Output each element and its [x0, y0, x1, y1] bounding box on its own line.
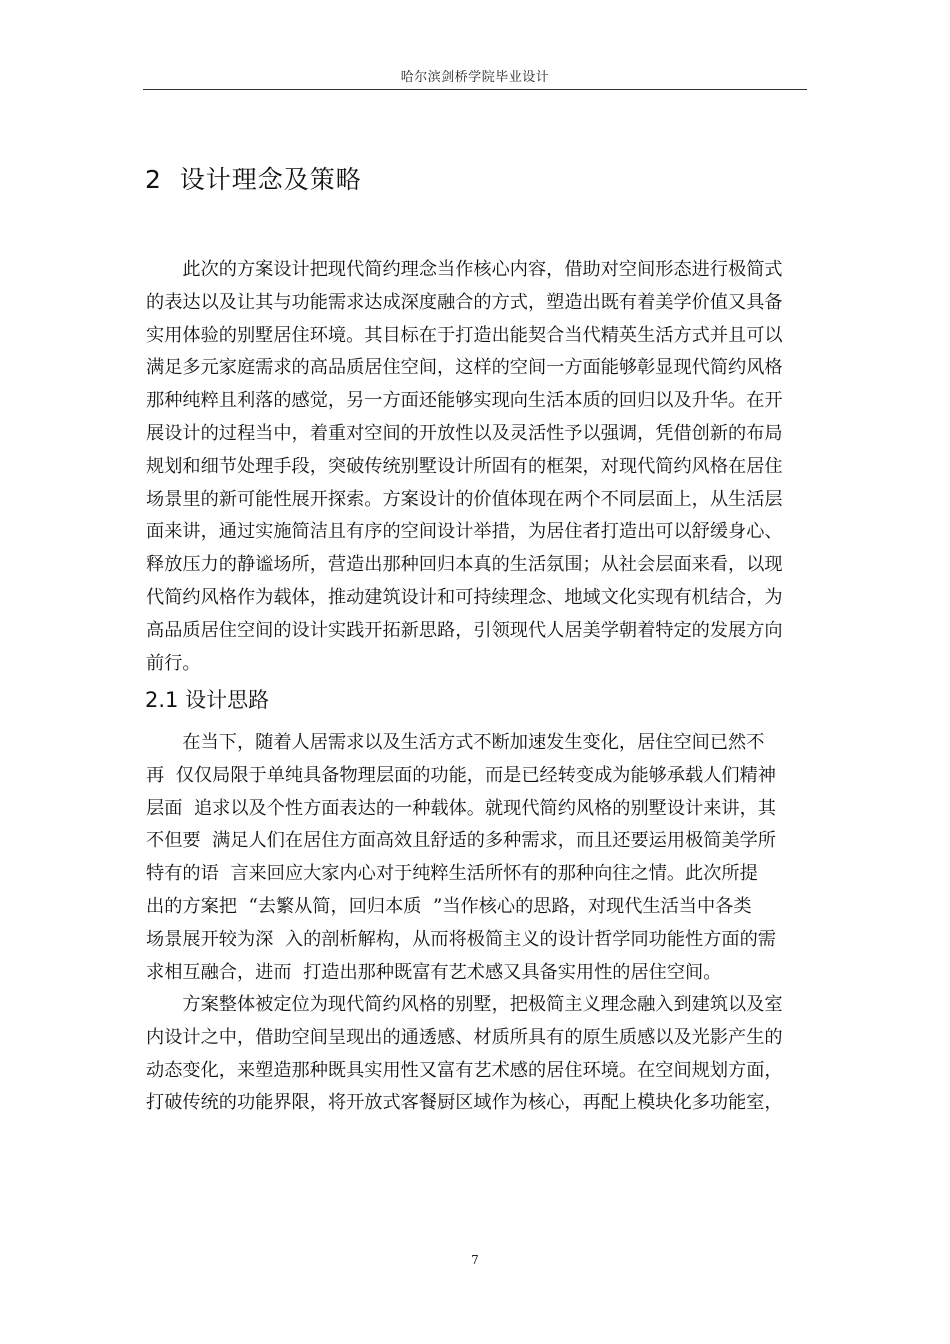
paragraph-line: 满足多元家庭需求的高品质居住空间，这样的空间一方面能够彰显现代简约风格	[146, 357, 783, 379]
paragraph-line: 在当下，随着人居需求以及生活方式不断加速发生变化，居住空间已然不	[146, 732, 765, 753]
paragraph-line: 不但要 满足人们在居住方面高效且舒适的多种需求，而且还要运用极简美学所	[146, 830, 776, 852]
paragraph-line: 打破传统的功能界限，将开放式客餐厨区域作为核心，再配上模块化多功能室，	[146, 1092, 783, 1114]
paragraph-line: 面来讲，通过实施简洁且有序的空间设计举措，为居住者打造出可以舒缓身心、	[146, 521, 783, 543]
paragraph-line: 特有的语 言来回应大家内心对于纯粹生活所怀有的那种向往之情。此次所提	[146, 863, 758, 885]
paragraph-line: 动态变化，来塑造那种既具实用性又富有艺术感的居住环境。在空间规划方面，	[146, 1059, 783, 1081]
chapter-title: 2 设计理念及策略	[145, 165, 362, 194]
paragraph-design-concept	[146, 254, 810, 680]
paragraph-line: 前行。	[146, 652, 201, 674]
paragraph-line: 场景里的新可能性展开探索。方案设计的价值体现在两个不同层面上，从生活层	[146, 488, 783, 510]
paragraph-positioning	[146, 989, 810, 1120]
paragraph-line: 高品质居住空间的设计实践开拓新思路，引领现代人居美学朝着特定的发展方向	[146, 619, 783, 641]
paragraph-line: 场景展开较为深 入的剖析解构，从而将极简主义的设计哲学同功能性方面的需	[146, 928, 776, 950]
paragraph-line: 此次的方案设计把现代简约理念当作核心内容，借助对空间形态进行极简式	[146, 259, 783, 280]
paragraph-line: 那种纯粹且利落的感觉，另一方面还能够实现向生活本质的回归以及升华。在开	[146, 390, 783, 412]
paragraph-line: 实用体验的别墅居住环境。其目标在于打造出能契合当代精英生活方式并且可以	[146, 324, 783, 346]
paragraph-line: 内设计之中，借助空间呈现出的通透感、材质所具有的原生质感以及光影产生的	[146, 1026, 783, 1048]
paragraph-line: 出的方案把 “去繁从简，回归本质 ”当作核心的思路，对现代生活当中各类	[146, 895, 752, 917]
paragraph-design-approach	[146, 727, 810, 989]
section-title: 2.1 设计思路	[145, 688, 270, 712]
paragraph-line: 层面 追求以及个性方面表达的一种载体。就现代简约风格的别墅设计来讲，其	[146, 797, 776, 819]
paragraph-line: 规划和细节处理手段，突破传统别墅设计所固有的框架，对现代简约风格在居住	[146, 455, 783, 477]
paragraph-line: 方案整体被定位为现代简约风格的别墅，把极简主义理念融入到建筑以及室	[146, 994, 783, 1015]
page-number: 7	[471, 1253, 479, 1267]
paragraph-line: 再 仅仅局限于单纯具备物理层面的功能，而是已经转变成为能够承载人们精神	[146, 764, 776, 786]
paragraph-line: 释放压力的静谧场所，营造出那种回归本真的生活氛围；从社会层面来看，以现	[146, 554, 783, 576]
header-divider	[143, 89, 807, 90]
paragraph-line: 求相互融合，进而 打造出那种既富有艺术感又具备实用性的居住空间。	[146, 961, 722, 983]
paragraph-line: 展设计的过程当中，着重对空间的开放性以及灵活性予以强调，凭借创新的布局	[146, 422, 783, 444]
paragraph-line: 的表达以及让其与功能需求达成深度融合的方式，塑造出既有着美学价值又具备	[146, 291, 783, 313]
paragraph-line: 代简约风格作为载体，推动建筑设计和可持续理念、地域文化实现有机结合，为	[146, 586, 783, 608]
running-header: 哈尔滨剑桥学院毕业设计	[400, 70, 550, 85]
